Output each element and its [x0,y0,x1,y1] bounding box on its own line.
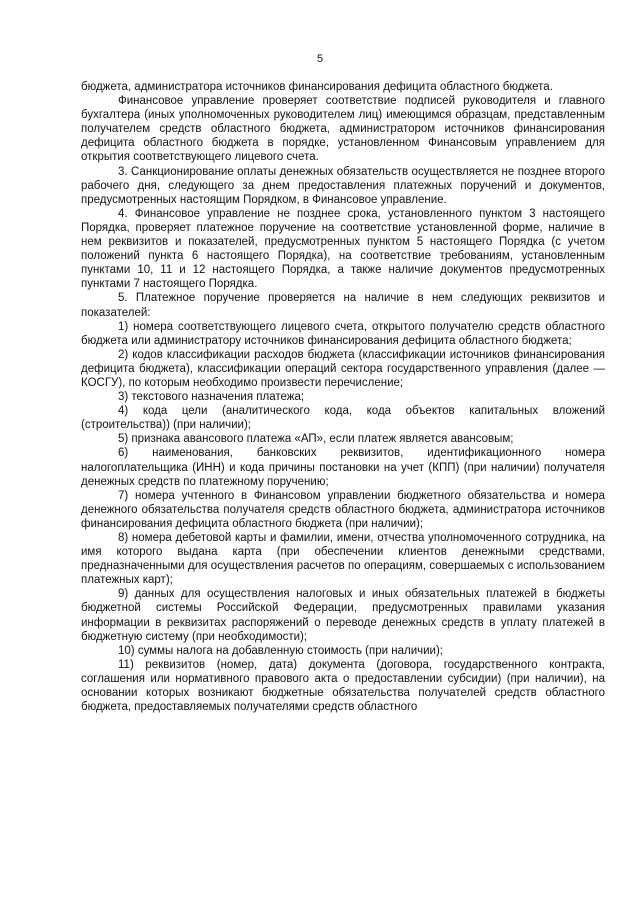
paragraph-item-5: 5. Платежное поручение проверяется на наличие в нем следующих реквизитов и показателей: [81,292,605,319]
list-item-8: 8) номера дебетовой карты и фамилии, имени, отчества уполномоченного сотрудника, на имя которого выдана карта (при обеспечении клиентов денежными средствами, предназначенными для осуществления расчетов по операциям, совершаемых с использованием платежных карт); [81,532,605,587]
list-item-1: 1) номера соответствующего лицевого счета, открытого получателю средств областного бюджета или администратору источников финансирования дефицита областного бюджета; [81,320,605,347]
paragraph-item-4: 4. Финансовое управление не позднее срока, установленного пунктом 3 настоящего Порядка, проверяет платежное поручение на соответствие установленной форме, наличие в нем реквизитов и показателей, предусмотренных пунктом 5 настоящего Порядка (с учетом положений пункта 6 настоящего Порядка), на соответствие требованиям, установленным пунктами 10, 11 и 12 настоящего Порядка, а также наличие документов предусмотренных пунктами 7 настоящего Порядка. [81,207,605,291]
list-item-7: 7) номера учтенного в Финансовом управлении бюджетного обязательства и номера денежного обязательства получателя средств областного бюджета, администратора источников финансирования дефицита областного бюджета (при наличии); [81,489,605,530]
paragraph-continuation: бюджета, администратора источников финансирования дефицита областного бюджета. [81,81,553,93]
list-item-6: 6) наименования, банковских реквизитов, идентификационного номера налогоплательщика (ИНН) и кода причины постановки на учет (КПП) (при наличии) получателя денежных средств по платежному поручению; [81,447,605,488]
list-item-11: 11) реквизитов (номер, дата) документа (договора, государственного контракта, соглашения или нормативного правового акта о предоставлении субсидии) (при наличии), на основании которых возникают бюджетные обязательства получателей средств областного бюджета, предоставляемых получателями средств областного [81,658,605,714]
list-item-10: 10) суммы налога на добавленную стоимость (при наличии); [118,644,443,657]
document-body [81,80,605,714]
list-item-3: 3) текстового назначения платежа; [118,391,305,404]
paragraph-item-3: 3. Санкционирование оплаты денежных обязательств осуществляется не позднее второго рабочего дня, следующего за днем предоставления платежных поручений и документов, предусмотренных настоящим Порядком, в Финансовое управление. [81,165,605,206]
list-item-4: 4) кода цели (аналитического кода, кода объектов капитальных вложений (строительства)) (при наличии); [81,405,605,432]
page-number: 5 [316,53,324,65]
list-item-5: 5) признака авансового платежа «АП», если платеж является авансовым; [118,433,514,446]
list-item-2: 2) кодов классификации расходов бюджета (классификации источников финансирования дефицита бюджета), классификации операций сектора государственного управления (далее — КОСГУ), по которым необходимо произвести перечисление; [81,348,605,389]
list-item-9: 9) данных для осуществления налоговых и иных обязательных платежей в бюджеты бюджетной системы Российской Федерации, предусмотренных правилами указания информации в реквизитах распоряжений о переводе денежных средств в уплату платежей в бюджетную систему (при необходимости); [81,588,605,643]
paragraph-signature-check: Финансовое управление проверяет соответствие подписей руководителя и главного бухгалтера (иных уполномоченных руководителем лиц) имеющимся образцам, представленным получателем средств областного бюджета, администратором источников финансирования дефицита областного бюджета в порядке, установленном Финансовым управлением для открытия соответствующего лицевого счета. [81,95,605,164]
